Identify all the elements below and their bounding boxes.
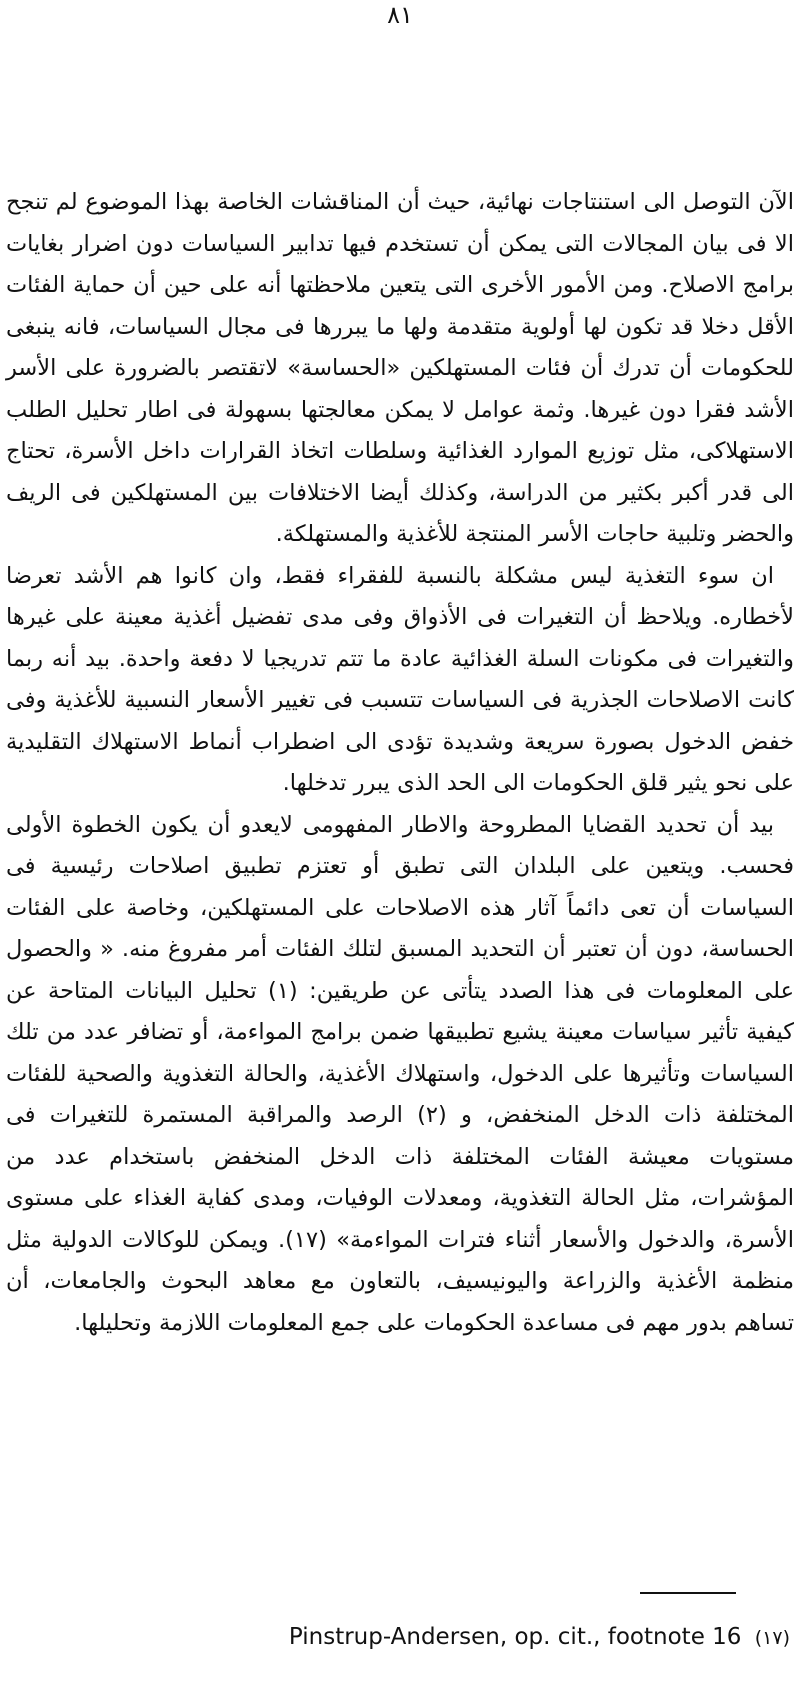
body-text [0, 182, 800, 1344]
paragraph-3: بيد أن تحديد القضايا المطروحة والاطار المفهومى لايعدو أن يكون الخطوة الأولى فحسب. ويتعين على البلدان التى تطبق أو تعتزم تطبيق اصلاحات رئيسية فى السياسات أن تعى دائماً آثار هذه الاصلاحات على المستهلكين، وخاصة على الفئات الحساسة، دون أن تعتبر أن التحديد المسبق لتلك الفئات أمر مفروغ منه. « والحصول على المعلومات فى هذا الصدد يتأتى عن طريقين: (١) تحليل البيانات المتاحة عن كيفية تأثير سياسات معينة يشيع تطبيقها ضمن برامج المواءمة، أو تضافر عدد من تلك السياسات وتأثيرها على الدخول، واستهلاك الأغذية، والحالة التغذوية والصحية للفئات المختلفة ذات الدخل المنخفض، و (٢) الرصد والمراقبة المستمرة للتغيرات فى مستويات معيشة الفئات المختلفة ذات الدخل المنخفض باستخدام عدد من المؤشرات، مثل الحالة التغذوية، ومعدلات الوفيات، ومدى كفاية الغذاء على مستوى الأسرة، والدخول والأسعار أثناء فترات المواءمة» (١٧). ويمكن للوكالات الدولية مثل منظمة الأغذية والزراعة واليونيسيف، بالتعاون مع معاهد البحوث والجامعات، أن تساهم بدور مهم فى مساعدة الحكومات على جمع المعلومات اللازمة وتحليلها. [6, 811, 795, 1336]
footnote-marker: (١٧) [754, 1627, 790, 1649]
footnote-text: Pinstrup-Andersen, op. cit., footnote 16 [288, 1624, 742, 1650]
footnote [0, 1622, 790, 1653]
page-number: ٨١ [387, 1, 413, 29]
footnote-divider [640, 1592, 736, 1594]
paragraph-2: ان سوء التغذية ليس مشكلة بالنسبة للفقراء فقط، وان كانوا هم الأشد تعرضا لأخطاره. ويلاحظ أن التغيرات فى الأذواق وفى مدى تفضيل أغذية معينة على غيرها والتغيرات فى مكونات السلة الغذائية عادة ما تتم تدريجيا لا دفعة واحدة. بيد أنه ربما كانت الاصلاحات الجذرية فى السياسات تتسبب فى تغيير الأسعار النسبية للأغذية وفى خفض الدخول بصورة سريعة وشديدة تؤدى الى اضطراب أنماط الاستهلاك التقليدية على نحو يثير قلق الحكومات الى الحد الذى يبرر تدخلها. [6, 562, 794, 796]
paragraph-1: الآن التوصل الى استنتاجات نهائية، حيث أن المناقشات الخاصة بهذا الموضوع لم تنجح الا فى بيان المجالات التى يمكن أن تستخدم فيها تدابير السياسات دون اضرار بغايات برامج الاصلاح. ومن الأمور الأخرى التى يتعين ملاحظتها أنه على حين أن حماية الفئات الأقل دخلا قد تكون لها أولوية متقدمة ولها ما يبررها فى مجال السياسات، فانه ينبغى للحكومات أن تدرك أن فئات المستهلكين «الحساسة» لاتقتصر بالضرورة على الأسر الأشد فقرا دون غيرها. وثمة عوامل لا يمكن معالجتها بسهولة فى اطار تحليل الطلب الاستهلاكى، مثل توزيع الموارد الغذائية وسلطات اتخاذ القرارات داخل الأسرة، تحتاج الى قدر أكبر بكثير من الدراسة، وكذلك أيضا الاختلافات بين المستهلكين فى الريف والحضر وتلبية حاجات الأسر المنتجة للأغذية والمستهلكة. [6, 189, 794, 547]
